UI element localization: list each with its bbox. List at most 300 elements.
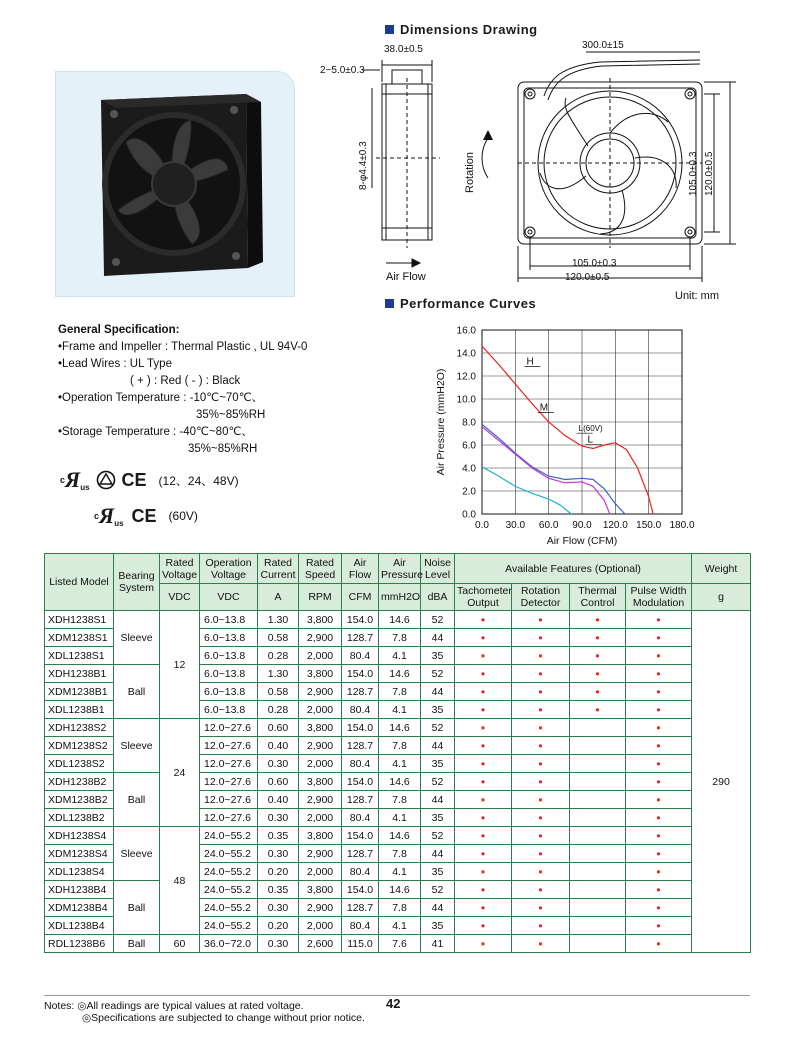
cell-model: XDL1238B1 — [45, 701, 114, 719]
cell-flow: 80.4 — [342, 647, 379, 665]
dim-hole-pitch-h: 105.0±0.3 — [572, 258, 617, 269]
x-tick-label: 60.0 — [538, 520, 559, 531]
cell-tach: • — [455, 683, 512, 701]
spec-table — [44, 553, 751, 953]
curve-label: L — [587, 434, 594, 446]
cell-bearing: Sleeve — [114, 719, 160, 773]
cell-speed: 3,800 — [299, 827, 342, 845]
table-row — [45, 665, 751, 683]
cell-flow: 80.4 — [342, 809, 379, 827]
general-spec-title: General Specification: — [58, 324, 180, 336]
cell-flow: 80.4 — [342, 863, 379, 881]
cert-row-2 — [94, 504, 198, 528]
cell-op-voltage: 12.0~27.6 — [200, 719, 258, 737]
cell-pwm: • — [626, 611, 692, 629]
cell-tach: • — [455, 899, 512, 917]
cell-noise: 44 — [421, 737, 455, 755]
air-flow-label: Air Flow — [386, 271, 426, 283]
cell-noise: 52 — [421, 719, 455, 737]
th-tach: Tachometer Output — [455, 584, 512, 611]
cell-pressure: 7.6 — [379, 935, 421, 953]
unit-label: Unit: mm — [675, 290, 719, 302]
cell-pressure: 4.1 — [379, 863, 421, 881]
cell-noise: 44 — [421, 899, 455, 917]
ul-c-mark: c — [94, 511, 100, 521]
th-current: Rated Current — [258, 554, 299, 584]
cell-flow: 154.0 — [342, 665, 379, 683]
cell-pressure: 4.1 — [379, 647, 421, 665]
cell-flow: 154.0 — [342, 773, 379, 791]
cell-op-voltage: 12.0~27.6 — [200, 809, 258, 827]
general-spec — [58, 322, 307, 458]
cell-model: XDL1238B2 — [45, 809, 114, 827]
cell-speed: 3,800 — [299, 881, 342, 899]
section-bullet-icon — [385, 299, 394, 308]
table-row — [45, 827, 751, 845]
unit-dba: dBA — [421, 584, 455, 611]
cell-model: XDM1238B2 — [45, 791, 114, 809]
cell-current: 1.30 — [258, 611, 299, 629]
table-row — [45, 719, 751, 737]
cell-pwm: • — [626, 863, 692, 881]
y-tick-label: 12.0 — [456, 371, 476, 383]
cell-noise: 35 — [421, 755, 455, 773]
cell-tach: • — [455, 701, 512, 719]
cell-flow: 80.4 — [342, 755, 379, 773]
cell-thermal — [570, 809, 626, 827]
ul-us-mark: us — [80, 483, 90, 492]
cell-thermal — [570, 737, 626, 755]
spec-op-temp: •Operation Temperature : -10℃~70℃、 — [58, 392, 264, 404]
cell-flow: 128.7 — [342, 683, 379, 701]
cell-flow: 128.7 — [342, 737, 379, 755]
cell-current: 0.30 — [258, 935, 299, 953]
cell-rotation: • — [512, 809, 570, 827]
unit-mmh2o: mmH2O — [379, 584, 421, 611]
unit-rpm: RPM — [299, 584, 342, 611]
cell-speed: 2,900 — [299, 899, 342, 917]
th-flow: Air Flow — [342, 554, 379, 584]
th-model: Listed Model — [45, 554, 114, 611]
x-tick-label: 150.0 — [636, 520, 662, 531]
cell-pressure: 14.6 — [379, 611, 421, 629]
cell-op-voltage: 36.0~72.0 — [200, 935, 258, 953]
cell-model: XDM1238S4 — [45, 845, 114, 863]
fan-photo — [56, 72, 296, 298]
cell-model: XDM1238B1 — [45, 683, 114, 701]
cell-speed: 3,800 — [299, 665, 342, 683]
cell-rotation: • — [512, 773, 570, 791]
cell-pressure: 7.8 — [379, 845, 421, 863]
cell-tach: • — [455, 647, 512, 665]
notes-label: Notes: — [44, 1000, 75, 1012]
cell-model: XDH1238B4 — [45, 881, 114, 899]
cell-tach: • — [455, 719, 512, 737]
unit-vdc: VDC — [160, 584, 200, 611]
cell-noise: 52 — [421, 773, 455, 791]
table-row — [45, 935, 751, 953]
cell-current: 0.58 — [258, 683, 299, 701]
cell-current: 0.20 — [258, 863, 299, 881]
cell-flow: 154.0 — [342, 881, 379, 899]
cell-flow: 128.7 — [342, 791, 379, 809]
y-tick-label: 4.0 — [462, 463, 476, 475]
cell-tach: • — [455, 665, 512, 683]
cell-pwm: • — [626, 917, 692, 935]
unit-a: A — [258, 584, 299, 611]
cell-flow: 128.7 — [342, 629, 379, 647]
cell-noise: 41 — [421, 935, 455, 953]
rotation-label: Rotation — [464, 152, 476, 193]
cell-thermal — [570, 935, 626, 953]
cell-op-voltage: 24.0~55.2 — [200, 917, 258, 935]
ul-logo-icon: Я — [65, 467, 81, 492]
cell-flow: 80.4 — [342, 701, 379, 719]
th-pressure: Air Pressure — [379, 554, 421, 584]
cell-current: 0.35 — [258, 881, 299, 899]
cell-pwm: • — [626, 845, 692, 863]
cell-model: XDL1238B4 — [45, 917, 114, 935]
cell-model: XDL1238S4 — [45, 863, 114, 881]
cell-thermal: • — [570, 701, 626, 719]
cell-pwm: • — [626, 701, 692, 719]
cell-tach: • — [455, 827, 512, 845]
y-axis-label: Air Pressure (mmH2O) — [435, 368, 447, 476]
cell-flow: 128.7 — [342, 845, 379, 863]
cell-pressure: 14.6 — [379, 665, 421, 683]
cell-thermal: • — [570, 683, 626, 701]
unit-g: g — [692, 584, 751, 611]
cell-op-voltage: 6.0~13.8 — [200, 665, 258, 683]
dim-cable-length: 300.0±15 — [582, 40, 624, 51]
cell-thermal — [570, 899, 626, 917]
cell-speed: 2,000 — [299, 917, 342, 935]
cell-op-voltage: 24.0~55.2 — [200, 899, 258, 917]
cell-model: XDH1238B2 — [45, 773, 114, 791]
cell-model: XDL1238S2 — [45, 755, 114, 773]
cell-rotation: • — [512, 827, 570, 845]
note-2: ◎Specifications are subjected to change without prior notice. — [82, 1012, 365, 1024]
cell-op-voltage: 6.0~13.8 — [200, 629, 258, 647]
product-photo-panel — [55, 71, 295, 297]
y-tick-label: 10.0 — [456, 394, 476, 406]
cell-flow: 80.4 — [342, 917, 379, 935]
th-bearing: Bearing System — [114, 554, 160, 611]
cell-rotation: • — [512, 629, 570, 647]
cell-flow: 154.0 — [342, 827, 379, 845]
cell-rated-voltage: 12 — [160, 611, 200, 719]
cell-pwm: • — [626, 683, 692, 701]
cell-thermal: • — [570, 629, 626, 647]
cell-pwm: • — [626, 629, 692, 647]
th-thermal: Thermal Control — [570, 584, 626, 611]
cell-pwm: • — [626, 647, 692, 665]
cell-rotation: • — [512, 881, 570, 899]
footer-notes — [44, 1000, 365, 1024]
dimensions-title: Dimensions Drawing — [385, 22, 538, 37]
cell-pressure: 7.8 — [379, 737, 421, 755]
ce-mark-icon: CE — [131, 505, 157, 526]
spec-table-body — [45, 611, 751, 953]
cell-thermal: • — [570, 611, 626, 629]
cell-tach: • — [455, 935, 512, 953]
cell-speed: 2,600 — [299, 935, 342, 953]
cert-row-1 — [60, 468, 239, 492]
cell-noise: 44 — [421, 845, 455, 863]
cell-pressure: 14.6 — [379, 773, 421, 791]
cell-tach: • — [455, 755, 512, 773]
cell-current: 0.40 — [258, 791, 299, 809]
cell-thermal — [570, 863, 626, 881]
cell-thermal: • — [570, 665, 626, 683]
cell-tach: • — [455, 863, 512, 881]
cell-op-voltage: 24.0~55.2 — [200, 845, 258, 863]
cert-voltages-2: (60V) — [168, 509, 198, 523]
cell-pressure: 4.1 — [379, 809, 421, 827]
cell-noise: 52 — [421, 611, 455, 629]
th-features: Available Features (Optional) — [455, 554, 692, 584]
th-rotation: Rotation Detector — [512, 584, 570, 611]
cell-op-voltage: 12.0~27.6 — [200, 791, 258, 809]
dim-height: 120.0±0.5 — [704, 151, 715, 196]
cell-tach: • — [455, 809, 512, 827]
cell-rotation: • — [512, 665, 570, 683]
y-tick-label: 0.0 — [462, 509, 476, 521]
dim-hole-pitch-v: 105.0±0.3 — [688, 151, 699, 196]
cell-tach: • — [455, 845, 512, 863]
cell-rotation: • — [512, 737, 570, 755]
y-tick-label: 16.0 — [456, 325, 476, 337]
cell-op-voltage: 6.0~13.8 — [200, 701, 258, 719]
cell-model: XDH1238S1 — [45, 611, 114, 629]
cell-pressure: 14.6 — [379, 719, 421, 737]
note-1: ◎All readings are typical values at rated voltage. — [77, 1000, 304, 1012]
cell-op-voltage: 24.0~55.2 — [200, 827, 258, 845]
cell-pwm: • — [626, 881, 692, 899]
cell-bearing: Ball — [114, 665, 160, 719]
cell-pwm: • — [626, 935, 692, 953]
cell-current: 1.30 — [258, 665, 299, 683]
cell-tach: • — [455, 773, 512, 791]
cell-thermal — [570, 719, 626, 737]
cell-pressure: 4.1 — [379, 917, 421, 935]
cell-pressure: 7.8 — [379, 899, 421, 917]
cell-thermal: • — [570, 647, 626, 665]
cell-flow: 154.0 — [342, 719, 379, 737]
cell-noise: 35 — [421, 701, 455, 719]
cell-speed: 2,900 — [299, 629, 342, 647]
th-op-voltage: Operation Voltage — [200, 554, 258, 584]
cell-tach: • — [455, 611, 512, 629]
cell-current: 0.40 — [258, 737, 299, 755]
cell-bearing: Ball — [114, 935, 160, 953]
cell-noise: 35 — [421, 917, 455, 935]
cell-op-voltage: 12.0~27.6 — [200, 737, 258, 755]
cell-model: XDM1238S2 — [45, 737, 114, 755]
cell-current: 0.30 — [258, 755, 299, 773]
cell-speed: 2,000 — [299, 647, 342, 665]
cell-thermal — [570, 755, 626, 773]
cell-flow: 115.0 — [342, 935, 379, 953]
spec-op-rh: 35%~85%RH — [196, 409, 266, 421]
curve-label: L(60V) — [578, 424, 603, 434]
cell-thermal — [570, 881, 626, 899]
cell-speed: 2,000 — [299, 755, 342, 773]
cell-rotation: • — [512, 719, 570, 737]
table-row — [45, 611, 751, 629]
spec-frame: •Frame and Impeller : Thermal Plastic , UL 94V-0 — [58, 341, 308, 353]
x-tick-label: 90.0 — [572, 520, 592, 531]
cell-noise: 52 — [421, 665, 455, 683]
cell-model: XDH1238S2 — [45, 719, 114, 737]
cell-op-voltage: 12.0~27.6 — [200, 755, 258, 773]
dim-hole-spec: 8-φ4.4±0.3 — [358, 141, 369, 190]
cell-tach: • — [455, 917, 512, 935]
cell-rotation: • — [512, 647, 570, 665]
cell-tach: • — [455, 791, 512, 809]
cell-current: 0.60 — [258, 719, 299, 737]
cell-noise: 52 — [421, 827, 455, 845]
cell-model: XDH1238S4 — [45, 827, 114, 845]
x-tick-label: 120.0 — [602, 520, 628, 531]
unit-cfm: CFM — [342, 584, 379, 611]
cell-rotation: • — [512, 701, 570, 719]
cell-bearing: Sleeve — [114, 611, 160, 665]
page-number: 42 — [386, 996, 401, 1011]
cell-noise: 44 — [421, 791, 455, 809]
cell-pwm: • — [626, 809, 692, 827]
th-speed: Rated Speed — [299, 554, 342, 584]
cell-noise: 35 — [421, 863, 455, 881]
y-tick-label: 6.0 — [462, 440, 476, 452]
cell-pressure: 4.1 — [379, 755, 421, 773]
table-header-row — [45, 554, 751, 584]
cell-bearing: Ball — [114, 773, 160, 827]
cell-pwm: • — [626, 737, 692, 755]
cell-speed: 2,900 — [299, 737, 342, 755]
cell-pressure: 7.8 — [379, 791, 421, 809]
cell-rotation: • — [512, 755, 570, 773]
th-noise: Noise Level — [421, 554, 455, 584]
cell-pwm: • — [626, 827, 692, 845]
ul-us-mark: us — [114, 519, 124, 528]
th-rated-voltage: Rated Voltage — [160, 554, 200, 584]
cell-noise: 44 — [421, 629, 455, 647]
cell-pressure: 4.1 — [379, 701, 421, 719]
cell-rotation: • — [512, 791, 570, 809]
cell-speed: 3,800 — [299, 773, 342, 791]
th-pwm: Pulse Width Modulation — [626, 584, 692, 611]
cell-noise: 35 — [421, 647, 455, 665]
th-weight: Weight — [692, 554, 751, 584]
dim-width: 120.0±0.5 — [565, 272, 610, 283]
cell-speed: 2,000 — [299, 863, 342, 881]
cell-op-voltage: 12.0~27.6 — [200, 773, 258, 791]
ul-c-mark: c — [60, 475, 66, 485]
table-row — [45, 881, 751, 899]
cell-thermal — [570, 827, 626, 845]
spec-st-rh: 35%~85%RH — [188, 443, 258, 455]
cell-pressure: 14.6 — [379, 827, 421, 845]
cell-pwm: • — [626, 791, 692, 809]
ul-logo-icon: Я — [99, 503, 115, 528]
cell-rotation: • — [512, 899, 570, 917]
cell-pressure: 7.8 — [379, 683, 421, 701]
cell-noise: 44 — [421, 683, 455, 701]
unit-op-vdc: VDC — [200, 584, 258, 611]
cell-speed: 3,800 — [299, 611, 342, 629]
cell-pressure: 7.8 — [379, 629, 421, 647]
tuv-triangle-icon — [96, 470, 116, 490]
cell-rated-voltage: 60 — [160, 935, 200, 953]
cell-noise: 52 — [421, 881, 455, 899]
cell-op-voltage: 6.0~13.8 — [200, 611, 258, 629]
cell-current: 0.60 — [258, 773, 299, 791]
cell-current: 0.28 — [258, 701, 299, 719]
cell-current: 0.30 — [258, 809, 299, 827]
cell-thermal — [570, 845, 626, 863]
cell-op-voltage: 24.0~55.2 — [200, 863, 258, 881]
cell-rated-voltage: 24 — [160, 719, 200, 827]
cell-pwm: • — [626, 773, 692, 791]
cell-speed: 2,000 — [299, 701, 342, 719]
cell-op-voltage: 6.0~13.8 — [200, 647, 258, 665]
x-tick-label: 180.0 — [669, 520, 695, 531]
cell-pressure: 14.6 — [379, 881, 421, 899]
cell-current: 0.35 — [258, 827, 299, 845]
cell-bearing: Sleeve — [114, 827, 160, 881]
cell-model: XDL1238S1 — [45, 647, 114, 665]
cell-speed: 2,000 — [299, 809, 342, 827]
cell-rotation: • — [512, 935, 570, 953]
cell-op-voltage: 24.0~55.2 — [200, 881, 258, 899]
spec-st-temp: •Storage Temperature : -40℃~80℃、 — [58, 426, 253, 438]
y-tick-label: 14.0 — [456, 348, 476, 360]
cell-model: RDL1238B6 — [45, 935, 114, 953]
curve-label: H — [526, 356, 534, 368]
cell-flow: 128.7 — [342, 899, 379, 917]
cell-speed: 3,800 — [299, 719, 342, 737]
spec-lead-colors: ( + ) : Red ( - ) : Black — [130, 375, 241, 387]
cell-current: 0.30 — [258, 845, 299, 863]
cell-pwm: • — [626, 755, 692, 773]
dim-side-width: 38.0±0.5 — [384, 44, 423, 55]
cell-thermal — [570, 773, 626, 791]
cell-thermal — [570, 791, 626, 809]
dim-side-offset: 2~5.0±0.3 — [320, 65, 365, 76]
cell-current: 0.58 — [258, 629, 299, 647]
cell-pwm: • — [626, 899, 692, 917]
section-bullet-icon — [385, 25, 394, 34]
cell-speed: 2,900 — [299, 683, 342, 701]
x-tick-label: 0.0 — [475, 520, 489, 531]
cell-pwm: • — [626, 665, 692, 683]
cert-voltages-1: (12、24、48V) — [158, 473, 239, 488]
cell-rotation: • — [512, 611, 570, 629]
cell-model: XDM1238S1 — [45, 629, 114, 647]
performance-chart — [430, 322, 700, 550]
table-row — [45, 773, 751, 791]
cell-current: 0.20 — [258, 917, 299, 935]
cell-pwm: • — [626, 719, 692, 737]
cell-current: 0.28 — [258, 647, 299, 665]
cell-tach: • — [455, 737, 512, 755]
y-tick-label: 2.0 — [462, 486, 476, 498]
curve-label: M — [539, 402, 549, 414]
cell-rated-voltage: 48 — [160, 827, 200, 935]
cell-current: 0.30 — [258, 899, 299, 917]
cell-rotation: • — [512, 863, 570, 881]
